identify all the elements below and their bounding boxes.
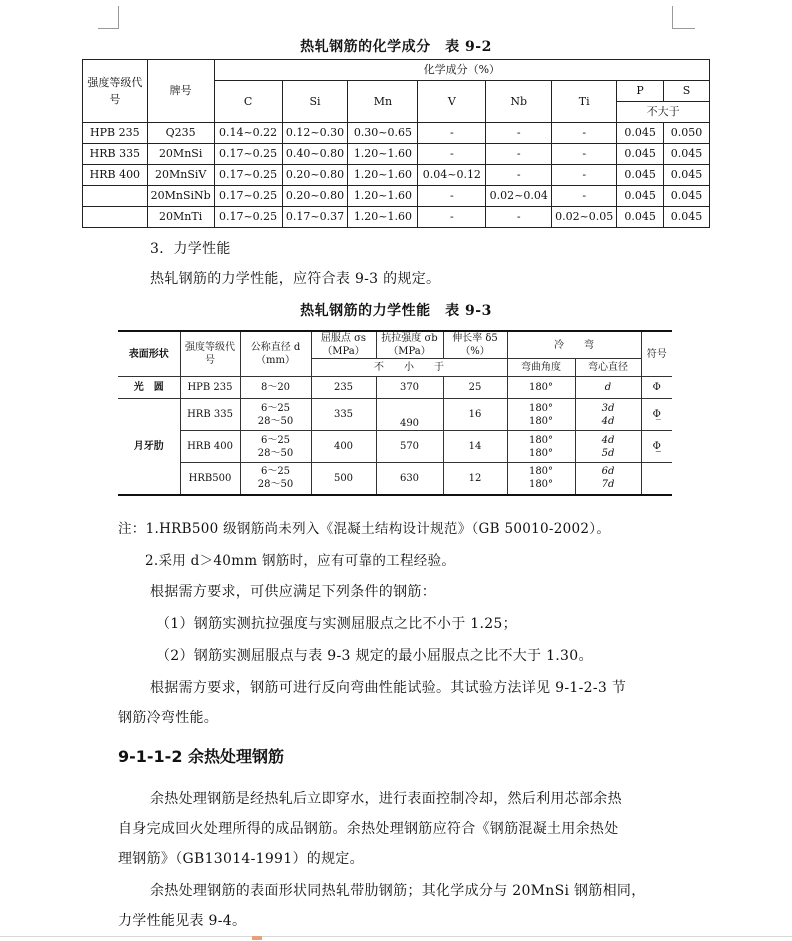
table-row <box>83 144 710 165</box>
table-row <box>83 186 710 207</box>
bend-diameter-cell-line: d <box>604 382 612 393</box>
table-cell: 0.04~0.12 <box>418 165 486 186</box>
tensile-cell: 490 <box>376 399 443 431</box>
diameter-cell-line: 28～50 <box>257 415 294 427</box>
yield-cell: 235 <box>311 377 376 399</box>
table-cell: 0.02~0.04 <box>486 186 552 207</box>
yield-cell: 500 <box>311 463 376 495</box>
paragraph-residual-heat-line3: 理钢筋》（GB13014-1991）的规定。 <box>118 851 364 867</box>
table-cell: HRB 400 <box>83 165 148 186</box>
diameter-cell <box>240 399 311 431</box>
bend-diameter-cell <box>575 399 641 431</box>
paragraph-reverse-bend-line1: 根据需方要求，钢筋可进行反向弯曲性能试验。其试验方法详见 9-1-2-3 节 <box>150 680 627 696</box>
header-p: P <box>617 81 664 102</box>
header-c: C <box>214 81 282 123</box>
table-cell: - <box>552 123 617 144</box>
symbol-cell: Φ̲ <box>641 399 672 431</box>
table-cell: 0.045 <box>617 165 664 186</box>
page-corner-mark-left <box>98 6 119 29</box>
grade-cell: HPB 235 <box>180 377 240 399</box>
table-cell: - <box>418 186 486 207</box>
table-cell: 20MnTi <box>147 207 214 228</box>
header-brand: 牌号 <box>147 60 214 123</box>
table-cell: - <box>418 207 486 228</box>
table-cell: - <box>486 207 552 228</box>
bend-angle-cell-line: 180° <box>528 479 554 491</box>
bend-diameter-cell <box>575 431 641 463</box>
table-row <box>118 431 672 463</box>
bend-angle-cell-line: 180° <box>528 402 554 414</box>
table-row <box>118 399 672 431</box>
table-cell: - <box>552 165 617 186</box>
elongation-cell: 25 <box>443 377 507 399</box>
bend-diameter-cell-line: 5d <box>601 447 615 459</box>
tensile-cell: 370 <box>376 377 443 399</box>
shape-round: 光 圆 <box>118 377 180 399</box>
header-tensile: 抗拉强度 σb （MPa） <box>376 331 443 359</box>
table-cell: 0.30~0.65 <box>348 123 418 144</box>
bend-angle-cell-line: 180° <box>528 382 554 393</box>
bend-angle-cell <box>507 399 575 431</box>
bend-angle-cell-line: 180° <box>528 415 554 427</box>
bend-angle-cell-line: 180° <box>528 434 554 446</box>
bend-angle-cell <box>507 377 575 399</box>
bend-diameter-cell-line: 4d <box>601 415 615 427</box>
table-row <box>83 123 710 144</box>
bend-diameter-cell <box>575 377 641 399</box>
mechanical-properties-table <box>118 330 672 496</box>
symbol-cell: Φ̲̲ <box>641 431 672 463</box>
tensile-cell: 630 <box>376 463 443 495</box>
note-2: 2.采用 d＞40mm 钢筋时，应有可靠的工程经验。 <box>145 553 456 569</box>
header-not-greater: 不大于 <box>617 102 710 123</box>
bend-angle-cell <box>507 431 575 463</box>
table-cell: 0.17~0.25 <box>214 186 282 207</box>
paragraph-mechanical: 热轧钢筋的力学性能，应符合表 9-3 的规定。 <box>150 271 441 287</box>
table-row <box>83 207 710 228</box>
page-bottom-divider <box>0 936 792 937</box>
table-cell: 0.40~0.80 <box>282 144 348 165</box>
bend-diameter-cell-line: 7d <box>601 479 615 491</box>
diameter-cell <box>240 463 311 495</box>
header-composition: 化学成分（%） <box>214 60 709 81</box>
table-cell: 20MnSiV <box>147 165 214 186</box>
table-cell: 0.045 <box>664 144 710 165</box>
table-row <box>83 165 710 186</box>
paragraph-shape-line1: 余热处理钢筋的表面形状同热轧带肋钢筋；其化学成分与 20MnSi 钢筋相同， <box>150 883 646 899</box>
table-cell: HPB 235 <box>83 123 148 144</box>
table-cell: 0.20~0.80 <box>282 186 348 207</box>
table-cell: HRB 335 <box>83 144 148 165</box>
table-cell: 0.045 <box>664 165 710 186</box>
yield-cell: 335 <box>311 399 376 431</box>
table-cell: 20MnSiNb <box>147 186 214 207</box>
table-cell: Q235 <box>147 123 214 144</box>
table-9-3-caption: 热轧钢筋的力学性能 表 9-3 <box>300 303 492 319</box>
table-cell: 0.045 <box>617 186 664 207</box>
table-cell: - <box>486 123 552 144</box>
header-v: V <box>418 81 486 123</box>
section-heading-9-1-1-2: 9-1-1-2 余热处理钢筋 <box>118 747 285 766</box>
table-row <box>118 377 672 399</box>
diameter-cell <box>240 377 311 399</box>
diameter-cell-line: 6～25 <box>260 434 291 446</box>
table-cell: 0.14~0.22 <box>214 123 282 144</box>
table-cell: - <box>486 165 552 186</box>
bend-angle-cell-line: 180° <box>528 447 554 459</box>
table-cell: 0.17~0.25 <box>214 165 282 186</box>
header-symbol: 符号 <box>641 331 672 377</box>
header-ti: Ti <box>552 81 617 123</box>
diameter-cell-line: 28～50 <box>257 447 294 459</box>
tensile-cell: 570 <box>376 431 443 463</box>
page-bottom-mark <box>252 936 262 940</box>
symbol-cell: Φ <box>641 377 672 399</box>
table-cell: 0.12~0.30 <box>282 123 348 144</box>
header-yield: 屈服点 σs （MPa） <box>311 331 376 359</box>
table-row <box>118 463 672 495</box>
table-cell: 0.17~0.25 <box>214 144 282 165</box>
table-cell: 1.20~1.60 <box>348 186 418 207</box>
symbol-cell <box>641 463 672 495</box>
table-cell: 0.17~0.25 <box>214 207 282 228</box>
elongation-cell: 12 <box>443 463 507 495</box>
header-not-less: 不 小 于 <box>311 359 507 377</box>
table-cell: 1.20~1.60 <box>348 144 418 165</box>
header-bend-diameter: 弯心直径 <box>575 359 641 377</box>
page-corner-mark-right <box>672 6 695 29</box>
table-cell: 0.045 <box>617 123 664 144</box>
bend-diameter-cell <box>575 463 641 495</box>
chemical-composition-table <box>82 59 710 228</box>
table-cell: 0.045 <box>664 186 710 207</box>
header-mn: Mn <box>348 81 418 123</box>
bend-diameter-cell-line: 4d <box>601 434 615 446</box>
header-bend-angle: 弯曲角度 <box>507 359 575 377</box>
header-nb: Nb <box>486 81 552 123</box>
paragraph-requirements: 根据需方要求，可供应满足下列条件的钢筋： <box>150 584 436 600</box>
table-cell: 1.20~1.60 <box>348 165 418 186</box>
header-s: S <box>664 81 710 102</box>
shape-crescent: 月牙肋 <box>118 399 180 495</box>
section-3-heading: 3．力学性能 <box>150 241 231 257</box>
header-grade-code: 强度等级代号 <box>180 331 240 377</box>
yield-cell: 400 <box>311 431 376 463</box>
header-si: Si <box>282 81 348 123</box>
bend-angle-cell-line: 180° <box>528 466 554 478</box>
header-elongation: 伸长率 δ5 （%） <box>443 331 507 359</box>
grade-cell: HRB500 <box>180 463 240 495</box>
table-cell: 0.20~0.80 <box>282 165 348 186</box>
paragraph-shape-line2: 力学性能见表 9-4。 <box>118 913 247 929</box>
bend-diameter-cell-line: 6d <box>601 466 615 478</box>
table-cell: 0.02~0.05 <box>552 207 617 228</box>
elongation-cell: 16 <box>443 399 507 431</box>
table-cell: - <box>486 144 552 165</box>
header-cold-bend: 冷 弯 <box>507 331 641 359</box>
diameter-cell <box>240 431 311 463</box>
note-1: 注：1.HRB500 级钢筋尚未列入《混凝土结构设计规范》（GB 50010-2002）。 <box>118 521 611 537</box>
table-cell: 0.045 <box>617 207 664 228</box>
condition-2: （2）钢筋实测屈服点与表 9-3 规定的最小屈服点之比不大于 1.30。 <box>156 648 593 664</box>
table-cell: 0.045 <box>617 144 664 165</box>
elongation-cell: 14 <box>443 431 507 463</box>
diameter-cell-line: 6～25 <box>260 466 291 478</box>
bend-diameter-cell-line: 3d <box>601 402 615 414</box>
table-cell: 20MnSi <box>147 144 214 165</box>
paragraph-reverse-bend-line2: 钢筋冷弯性能。 <box>118 710 219 726</box>
table-cell <box>83 207 148 228</box>
diameter-cell-line: 8～20 <box>260 382 291 393</box>
diameter-cell-line: 28～50 <box>257 479 294 491</box>
header-shape: 表面形状 <box>118 331 180 377</box>
grade-cell: HRB 400 <box>180 431 240 463</box>
table-cell: - <box>552 144 617 165</box>
diameter-cell-line: 6～25 <box>260 402 291 414</box>
table-cell: 0.045 <box>664 207 710 228</box>
table-cell: - <box>418 123 486 144</box>
table-cell: - <box>552 186 617 207</box>
table-cell: 0.17~0.37 <box>282 207 348 228</box>
table-cell: 0.050 <box>664 123 710 144</box>
table-cell: - <box>418 144 486 165</box>
condition-1: （1）钢筋实测抗拉强度与实测屈服点之比不小于 1.25； <box>156 616 517 632</box>
table-cell: 1.20~1.60 <box>348 207 418 228</box>
paragraph-residual-heat-line1: 余热处理钢筋是经热轧后立即穿水，进行表面控制冷却，然后利用芯部余热 <box>150 791 622 807</box>
bend-angle-cell <box>507 463 575 495</box>
grade-cell: HRB 335 <box>180 399 240 431</box>
paragraph-residual-heat-line2: 自身完成回火处理所得的成品钢筋。余热处理钢筋应符合《钢筋混凝土用余热处 <box>118 821 619 837</box>
table-cell <box>83 186 148 207</box>
header-grade: 强度等级代号 <box>83 60 148 123</box>
header-diameter: 公称直径 d （mm） <box>240 331 311 377</box>
table-9-2-caption: 热轧钢筋的化学成分 表 9-2 <box>300 39 492 55</box>
